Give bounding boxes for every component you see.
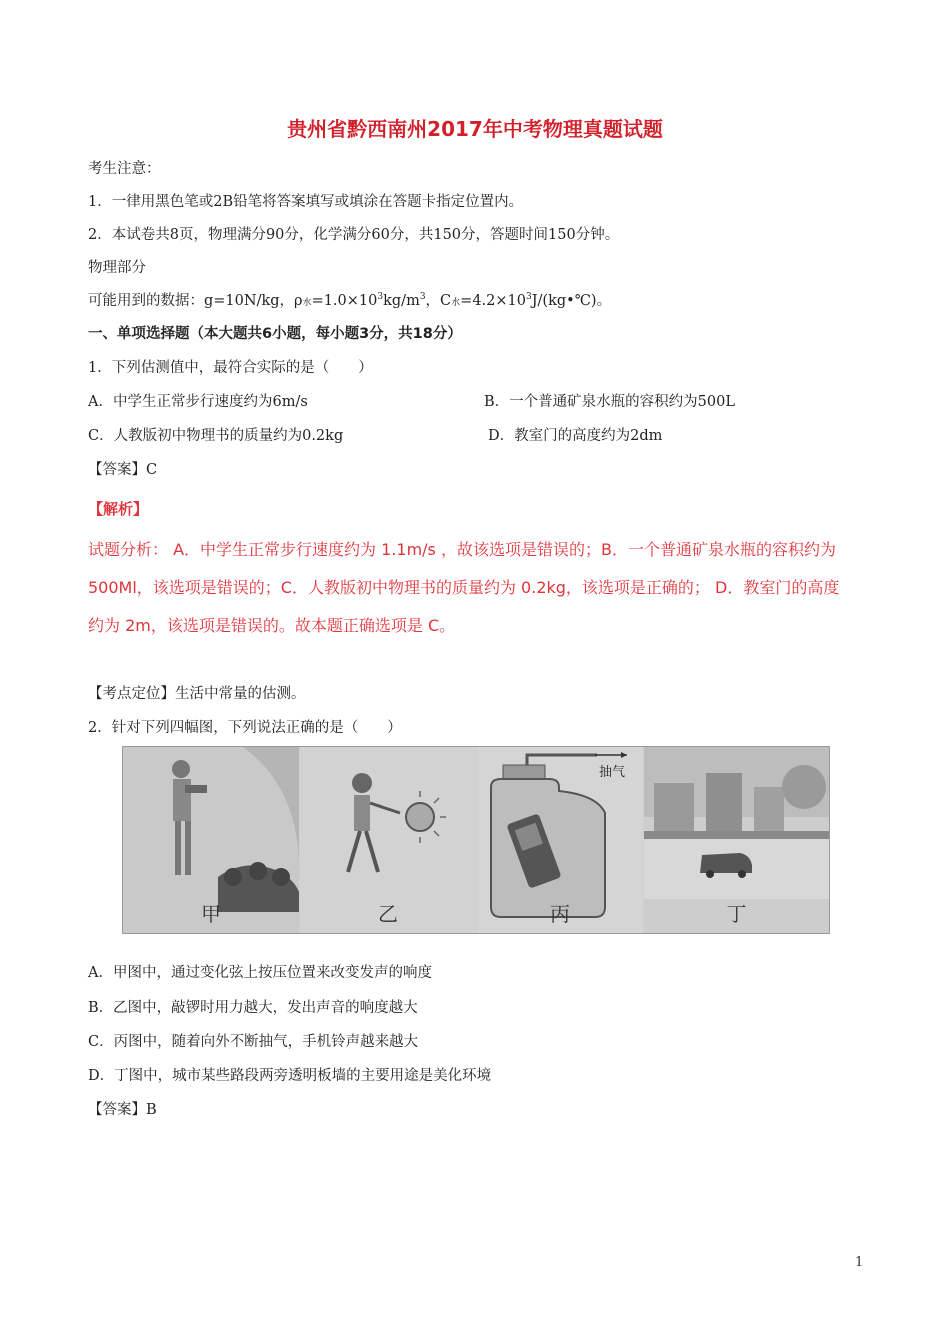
notice-item-2: 2．本试卷共8页，物理满分90分，化学满分60分，共150分，答题时间150分钟。 xyxy=(88,227,620,243)
constants-sup-3: 3 xyxy=(525,292,532,303)
q1-analysis-line-1: 试题分析： A．中学生正常步行速度约为 1.1m/s ，故该选项是错误的；B．一个普通矿泉水瓶的容积约为 xyxy=(88,540,836,559)
constants-mid-2: kg/m xyxy=(383,293,420,309)
page-number: 1 xyxy=(855,1255,864,1270)
notice-heading: 考生注意： xyxy=(88,161,161,177)
q2-answer: 【答案】B xyxy=(88,1102,157,1118)
q2-option-d: D．丁图中，城市某些路段两旁透明板墙的主要用途是美化环境 xyxy=(88,1068,492,1084)
constants-sub-water-1: 水 xyxy=(302,298,312,308)
pump-label: 抽气 xyxy=(599,765,626,780)
constants-prefix: 可能用到的数据：g=10N/kg，ρ xyxy=(88,293,303,309)
q1-answer: 【答案】C xyxy=(88,462,158,478)
constants-suffix: J/(kg•℃)。 xyxy=(531,293,612,309)
q1-option-b: B．一个普通矿泉水瓶的容积约为500L xyxy=(484,394,735,410)
section-physics: 物理部分 xyxy=(88,260,146,276)
constants-mid-4: =4.2×10 xyxy=(460,293,526,309)
figure-panel-bing xyxy=(477,747,643,933)
notice-item-1: 1．一律用黑色笔或2B铅笔将答案填写或填涂在答题卡指定位置内。 xyxy=(88,194,524,210)
q1-analysis-line-2: 500Ml，该选项是错误的；C．人教版初中物理书的质量约为 0.2kg，该选项是正确的； D．教室门的高度 xyxy=(88,578,840,597)
figure-label-ding: 丁 xyxy=(726,902,747,926)
q1-analysis-line-3: 约为 2m，该选项是错误的。故本题正确选项是 C。 xyxy=(88,616,456,635)
figure-label-jia: 甲 xyxy=(201,902,221,926)
figure-panel-ding xyxy=(644,747,829,933)
q1-option-c: C．人教版初中物理书的质量约为0.2kg xyxy=(88,428,344,444)
figure-label-yi: 乙 xyxy=(378,902,398,926)
q1-option-a: A．中学生正常步行速度约为6m/s xyxy=(88,394,308,410)
q1-options-cd xyxy=(88,424,788,445)
q2-option-a: A．甲图中，通过变化弦上按压位置来改变发声的响度 xyxy=(88,965,432,981)
page-title: 贵州省黔西南州2017年中考物理真题试题 xyxy=(287,117,663,141)
q1-options-ab xyxy=(88,390,788,411)
figure-label-bing: 丙 xyxy=(550,902,570,926)
q2-option-c: C．丙图中，随着向外不断抽气，手机铃声越来越大 xyxy=(88,1034,419,1050)
constants-sup-2: 3 xyxy=(419,292,426,303)
constants-sub-water-2: 水 xyxy=(451,298,461,308)
q1-option-d: D．教室门的高度约为2dm xyxy=(488,428,663,444)
constants-sup-1: 3 xyxy=(377,292,384,303)
constants-line xyxy=(88,289,611,310)
section1-heading: 一、单项选择题（本大题共6小题，每小题3分，共18分） xyxy=(88,326,462,342)
constants-mid-3: ，C xyxy=(425,293,452,309)
figure-panel-jia xyxy=(123,747,299,933)
q2-option-b: B．乙图中，敲锣时用力越大，发出声音的响度越大 xyxy=(88,1000,418,1016)
q1-stem: 1．下列估测值中，最符合实际的是（ ） xyxy=(88,360,373,376)
q2-stem: 2．针对下列四幅图，下列说法正确的是（ ） xyxy=(88,720,402,736)
constants-mid-1: =1.0×10 xyxy=(311,293,378,309)
q1-knowledge-point: 【考点定位】生活中常量的估测。 xyxy=(88,686,306,702)
figure-panel-yi xyxy=(300,747,476,933)
q1-analysis-label: 【解析】 xyxy=(88,500,149,518)
q2-figure xyxy=(122,746,830,934)
